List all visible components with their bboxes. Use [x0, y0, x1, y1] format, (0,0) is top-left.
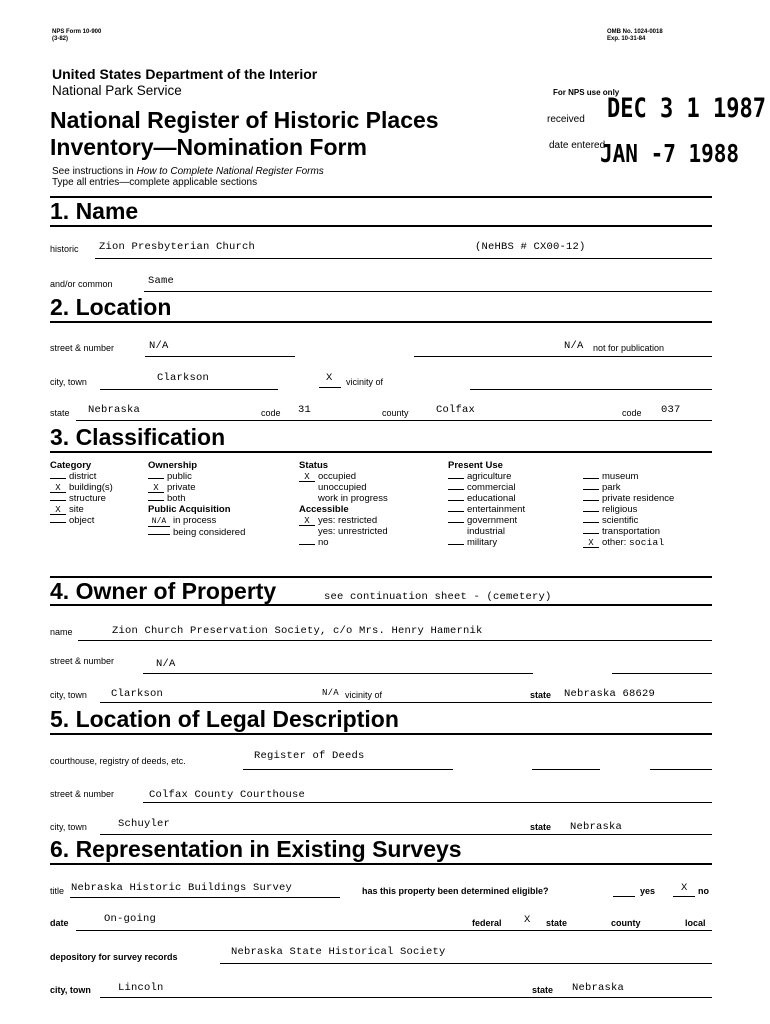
status-work-in-progress[interactable] — [299, 493, 388, 504]
common-underline — [144, 291, 712, 292]
status-unoccupied[interactable] — [299, 482, 388, 493]
department-name: United States Department of the Interior — [52, 66, 318, 82]
federal-mark: X — [524, 914, 531, 926]
use-scientific[interactable] — [583, 515, 674, 526]
category-structure[interactable] — [50, 493, 113, 504]
accessible-restricted[interactable] — [299, 515, 388, 526]
acquisition-being-considered[interactable] — [148, 527, 245, 538]
vicinity-underline — [470, 389, 712, 390]
state-code-label: code — [261, 408, 281, 418]
courthouse-underline — [243, 769, 453, 770]
status-title: Status — [299, 460, 329, 471]
option-label: building(s) — [69, 482, 113, 493]
survey-state-label: state — [532, 985, 554, 995]
use-transportation[interactable] — [583, 526, 674, 537]
option-label: yes: restricted — [318, 515, 378, 526]
ownership-public[interactable] — [148, 471, 245, 482]
checkbox — [583, 511, 599, 512]
use-government[interactable] — [448, 515, 525, 526]
county-label: county — [382, 408, 409, 418]
county-value: Colfax — [436, 404, 476, 416]
see-continuation-sheet: see continuation sheet - (cemetery) — [324, 591, 552, 603]
instructions-line1 — [52, 166, 324, 177]
checkbox — [448, 511, 464, 512]
historic-name-label: historic — [50, 244, 79, 254]
owner-vicinity-label: vicinity of — [345, 690, 383, 700]
option-label: object — [69, 515, 95, 526]
vicinity-label: vicinity of — [346, 377, 384, 387]
option-label: occupied — [318, 471, 357, 482]
owner-state-value: Nebraska 68629 — [564, 688, 656, 700]
option-label: private — [167, 482, 196, 493]
owner-street-underline-right — [612, 673, 712, 674]
category-title: Category — [50, 460, 92, 471]
use-industrial[interactable] — [448, 526, 525, 537]
use-park[interactable] — [583, 482, 674, 493]
local-level-label: local — [685, 918, 706, 928]
option-label: private residence — [602, 493, 675, 504]
form-date: (3-82) — [52, 36, 69, 42]
registry-street-underline — [143, 802, 712, 803]
registry-city-label: city, town — [50, 822, 87, 832]
common-name-label: and/or common — [50, 279, 113, 289]
checkbox: X — [50, 506, 66, 515]
checkbox — [50, 478, 66, 479]
use-private-residence[interactable] — [583, 493, 674, 504]
owner-name-label: name — [50, 627, 73, 637]
street-underline — [145, 356, 295, 357]
present-use-title: Present Use — [448, 460, 503, 471]
survey-city-value: Lincoln — [118, 982, 164, 994]
section-divider — [50, 451, 712, 453]
option-label: industrial — [467, 526, 506, 537]
registry-city-underline — [100, 834, 712, 835]
courthouse-value: Register of Deeds — [254, 750, 365, 762]
use-agriculture[interactable] — [448, 471, 525, 482]
accessible-title: Accessible — [299, 504, 349, 515]
county-code-value: 037 — [661, 404, 681, 416]
section-divider — [50, 225, 712, 227]
instructions-text: See instructions in — [52, 166, 137, 177]
date-entered-label: date entered — [549, 140, 606, 151]
option-label: work in progress — [318, 493, 388, 504]
survey-title-label: title — [50, 886, 65, 896]
city-town-value: Clarkson — [157, 372, 210, 384]
checkbox — [50, 500, 66, 501]
state-level-label: state — [546, 918, 568, 928]
checkbox: X — [299, 473, 315, 482]
owner-city-value: Clarkson — [111, 688, 164, 700]
owner-street-label: street & number — [50, 656, 115, 666]
ownership-title: Ownership — [148, 460, 198, 471]
eligible-no-checkline[interactable] — [673, 896, 695, 897]
section-3-heading: 3. Classification — [50, 424, 226, 450]
category-site[interactable] — [50, 504, 113, 515]
option-label: entertainment — [467, 504, 526, 515]
option-label: scientific — [602, 515, 639, 526]
registry-street-value: Colfax County Courthouse — [149, 789, 306, 801]
option-label: site — [69, 504, 84, 515]
service-name: National Park Service — [52, 83, 182, 98]
accessible-unrestricted[interactable] — [299, 526, 388, 537]
section-6-heading: 6. Representation in Existing Surveys — [50, 836, 462, 862]
owner-city-underline — [100, 702, 712, 703]
checkbox — [448, 489, 464, 490]
option-label: district — [69, 471, 97, 482]
owner-state-label: state — [530, 690, 552, 700]
instructions-line2: Type all entries—complete applicable sections — [52, 177, 258, 188]
city-underline — [100, 389, 278, 390]
checkbox — [583, 478, 599, 479]
registry-city-value: Schuyler — [118, 818, 171, 830]
present-use-column-2 — [583, 471, 674, 548]
survey-title-value: Nebraska Historic Buildings Survey — [71, 882, 293, 894]
county-code-label: code — [622, 408, 642, 418]
registry-state-label: state — [530, 822, 552, 832]
category-buildings[interactable] — [50, 482, 113, 493]
use-religious[interactable] — [583, 504, 674, 515]
option-label: religious — [602, 504, 638, 515]
courthouse-underline-3 — [650, 769, 712, 770]
option-label: being considered — [173, 527, 246, 538]
option-label: structure — [69, 493, 106, 504]
owner-name-value: Zion Church Preservation Society, c/o Mrs. Henry Hamernik — [112, 625, 483, 637]
section-2-heading: 2. Location — [50, 294, 172, 320]
option-label: transportation — [602, 526, 661, 537]
section-divider — [50, 321, 712, 323]
vicinity-checkline — [319, 387, 341, 388]
depository-value: Nebraska State Historical Society — [231, 946, 446, 958]
state-label: state — [50, 408, 70, 418]
section-4-heading: 4. Owner of Property — [50, 578, 277, 604]
option-label: both — [167, 493, 186, 504]
not-for-publication-value: N/A — [564, 340, 584, 352]
option-label: commercial — [467, 482, 516, 493]
survey-city-underline — [100, 997, 712, 998]
category-column — [50, 460, 113, 526]
eligible-no-label: no — [698, 886, 709, 896]
checkbox — [299, 544, 315, 545]
checkbox — [50, 522, 66, 523]
eligible-yes-checkline[interactable] — [613, 896, 635, 897]
use-commercial[interactable] — [448, 482, 525, 493]
historic-name-value: Zion Presbyterian Church — [99, 241, 256, 253]
received-label: received — [547, 114, 585, 125]
instructions-booklet-title: How to Complete National Register Forms — [136, 166, 324, 177]
form-title-line1: National Register of Historic Places — [50, 107, 439, 133]
common-name-value: Same — [148, 275, 175, 287]
depository-label: depository for survey records — [50, 952, 178, 962]
state-value: Nebraska — [88, 404, 141, 416]
owner-name-underline — [78, 640, 712, 641]
option-label: museum — [602, 471, 639, 482]
federal-label: federal — [472, 918, 502, 928]
historic-underline — [95, 258, 712, 259]
checkbox — [448, 500, 464, 501]
status-column — [299, 460, 388, 548]
ownership-both[interactable] — [148, 493, 245, 504]
accessible-no[interactable] — [299, 537, 388, 548]
checkbox — [583, 489, 599, 490]
use-military[interactable] — [448, 537, 525, 548]
registry-street-label: street & number — [50, 789, 115, 799]
section-5-heading: 5. Location of Legal Description — [50, 706, 399, 732]
checkbox — [583, 522, 599, 523]
courthouse-label: courthouse, registry of deeds, etc. — [50, 756, 186, 766]
survey-city-label: city, town — [50, 985, 91, 995]
checkbox — [448, 544, 464, 545]
section-divider — [50, 604, 712, 606]
checkbox: N/A — [148, 518, 170, 527]
owner-street-value: N/A — [156, 658, 176, 670]
checkbox — [583, 500, 599, 501]
street-number-value: N/A — [149, 340, 169, 352]
survey-title-underline — [70, 897, 340, 898]
vicinity-mark: X — [326, 372, 333, 384]
street-underline-right — [414, 356, 712, 357]
not-for-publication-label: not for publication — [593, 343, 665, 353]
category-district[interactable] — [50, 471, 113, 482]
section-divider — [50, 863, 712, 865]
owner-city-label: city, town — [50, 690, 87, 700]
status-occupied[interactable] — [299, 471, 388, 482]
received-date-stamp: DEC 3 1 1987 — [607, 94, 766, 124]
expiration-date: Exp. 10-31-84 — [607, 36, 646, 42]
county-level-label: county — [611, 918, 641, 928]
state-code-value: 31 — [298, 404, 312, 416]
ownership-column — [148, 460, 245, 538]
checkbox: X — [583, 539, 599, 548]
eligible-no-mark: X — [681, 882, 688, 894]
survey-date-label: date — [50, 918, 69, 928]
form-title-line2: Inventory—Nomination Form — [50, 134, 367, 160]
option-label: public — [167, 471, 192, 482]
category-object[interactable] — [50, 515, 113, 526]
option-label: in process — [173, 515, 217, 526]
option-label: yes: unrestricted — [318, 526, 388, 537]
option-label: educational — [467, 493, 516, 504]
section-divider — [50, 733, 712, 735]
survey-state-value: Nebraska — [572, 982, 625, 994]
use-museum[interactable] — [583, 471, 674, 482]
section-1-heading: 1. Name — [50, 198, 139, 224]
street-number-label: street & number — [50, 343, 115, 353]
eligible-question: has this property been determined eligible? — [362, 886, 549, 896]
option-label: park — [602, 482, 621, 493]
use-entertainment[interactable] — [448, 504, 525, 515]
option-label: unoccupied — [318, 482, 367, 493]
checkbox: X — [148, 484, 164, 493]
section-divider — [50, 196, 712, 198]
state-underline — [76, 420, 712, 421]
use-other[interactable] — [583, 537, 674, 548]
nps-use-label: For NPS use only — [553, 88, 620, 97]
acquisition-in-process[interactable] — [148, 515, 245, 527]
checkbox — [583, 533, 599, 534]
ownership-private[interactable] — [148, 482, 245, 493]
checkbox — [448, 522, 464, 523]
nehbs-number: (NeHBS # CX00-12) — [475, 241, 586, 253]
checkbox: X — [299, 517, 315, 526]
option-label: military — [467, 537, 498, 548]
owner-vicinity-value: N/A — [322, 688, 339, 698]
eligible-yes-label: yes — [640, 886, 656, 896]
checkbox: X — [50, 484, 66, 493]
checkbox — [148, 534, 170, 535]
date-entered-stamp: JAN -7 1988 — [600, 139, 740, 168]
form-number: NPS Form 10-900 — [52, 29, 102, 35]
registry-state-value: Nebraska — [570, 821, 623, 833]
owner-street-underline — [143, 673, 533, 674]
courthouse-underline-2 — [532, 769, 600, 770]
checkbox — [148, 478, 164, 479]
depository-underline — [220, 963, 712, 964]
city-town-label: city, town — [50, 377, 87, 387]
option-label: agriculture — [467, 471, 512, 482]
checkbox — [148, 500, 164, 501]
option-label: no — [318, 537, 329, 548]
omb-number: OMB No. 1024-0018 — [607, 29, 663, 35]
survey-date-underline — [76, 930, 712, 931]
present-use-column-1 — [448, 460, 525, 548]
public-acquisition-title: Public Acquisition — [148, 504, 231, 515]
checkbox — [448, 478, 464, 479]
option-label: government — [467, 515, 518, 526]
use-educational[interactable] — [448, 493, 525, 504]
survey-date-value: On-going — [104, 913, 157, 925]
option-label: other: — [602, 537, 627, 548]
other-use-value: social — [628, 537, 665, 548]
